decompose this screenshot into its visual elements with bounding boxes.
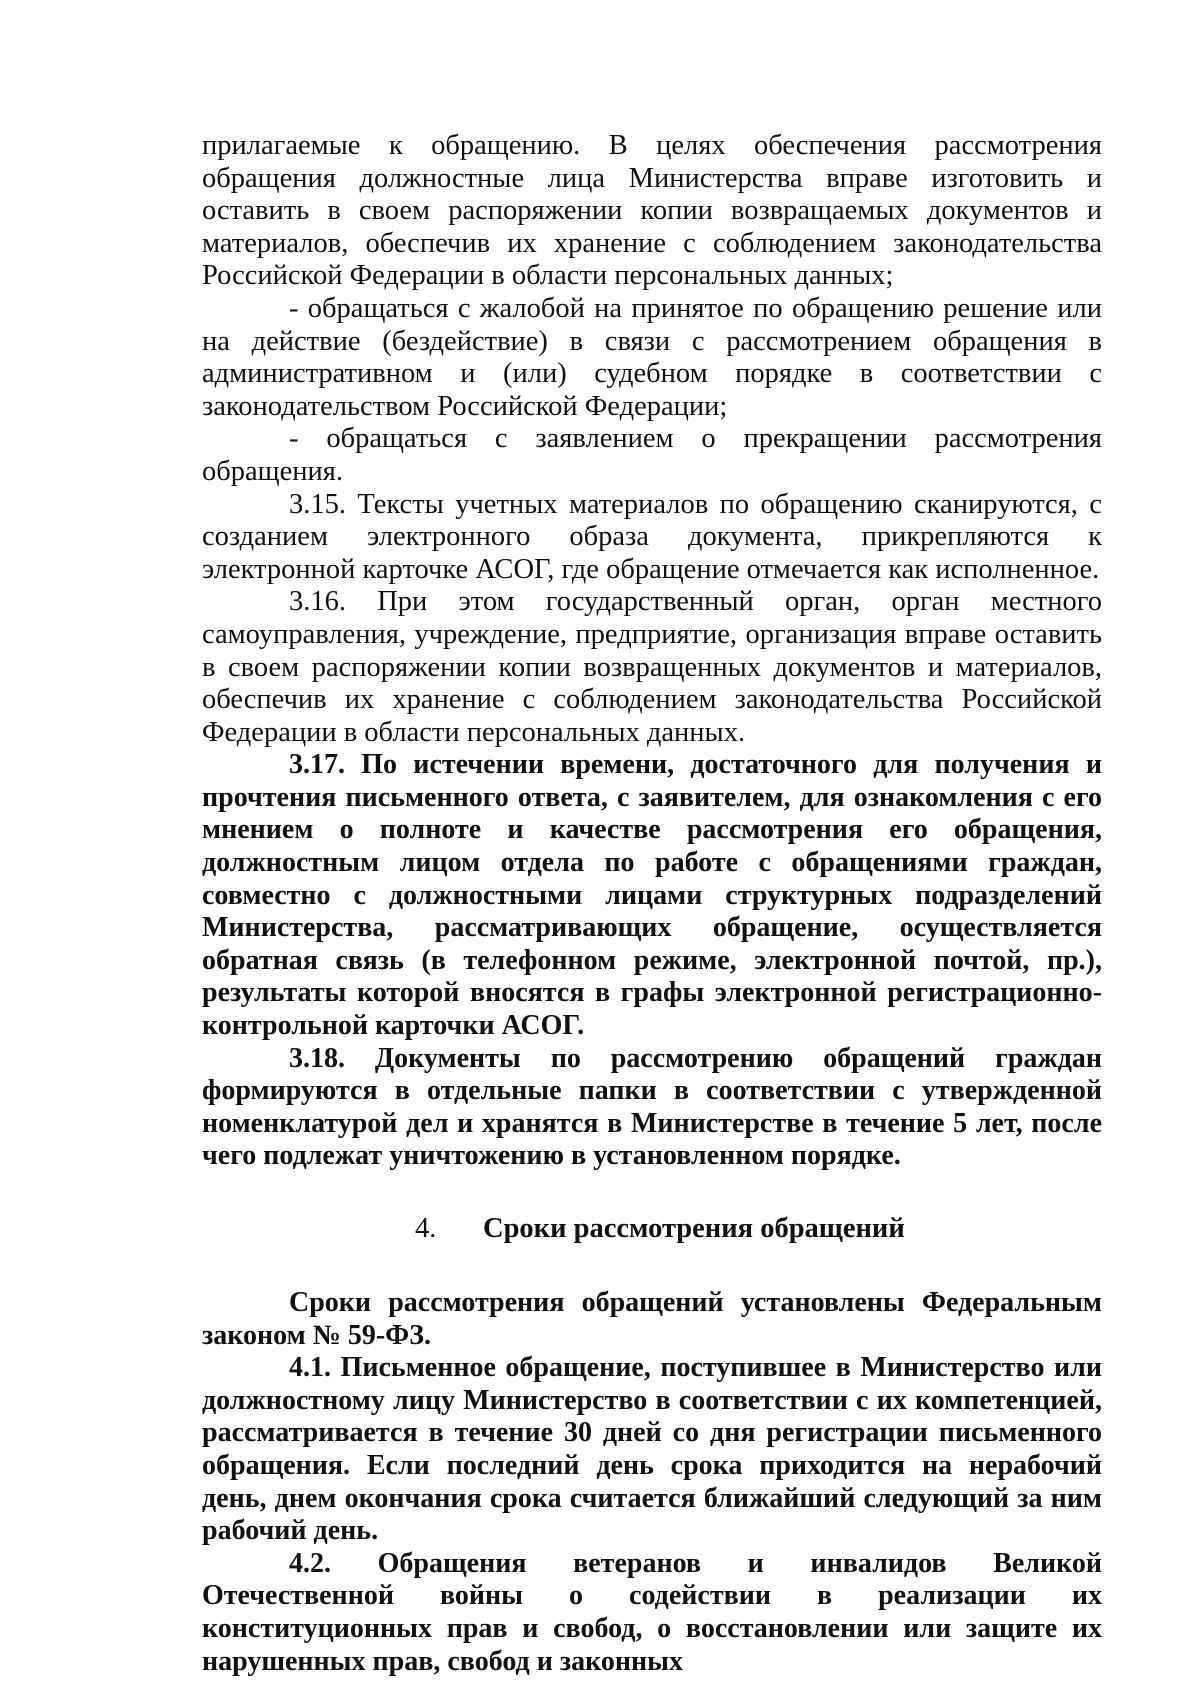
paragraph-4-1: 4.1. Письменное обращение, поступившее в Министерство или должностному лицу Министерство в соответствии с их компетенцией, рассматривается в течение 30 дней со дня регистрации письменного обращения. Если последний день срока приходится на нерабочий день, днем окончания срока считается ближайший следующий за ним рабочий день. [202, 1352, 1102, 1547]
section-number: 4. [415, 1213, 437, 1244]
paragraph-4-2: 4.2. Обращения ветеранов и инвалидов Великой Отечественной войны о содействии в реализации их конституционных прав и свобод, о восстановлении или защите их нарушенных прав, свобод и законных [202, 1547, 1102, 1677]
paragraph-3-16: 3.16. При этом государственный орган, орган местного самоуправления, учреждение, предприятие, организация вправе оставить в своем распоряжении копии возвращенных документов и материалов, обеспечив их хранение с соблюдением законодательства Российской Федерации в области персональных данных. [202, 586, 1102, 748]
document-body-top [202, 130, 1102, 1173]
paragraph-terms-intro: Сроки рассмотрения обращений установлены Федеральным законом № 59-ФЗ. [202, 1287, 1102, 1351]
paragraph-3-18: 3.18. Документы по рассмотрению обращений граждан формируются в отдельные папки в соответствии с утвержденной номенклатурой дел и хранятся в Министерстве в течение 5 лет, после чего подлежат уничтожению в установленном порядке. [202, 1042, 1102, 1172]
section-heading [202, 1213, 1102, 1247]
paragraph-attachments-copies: прилагаемые к обращению. В целях обеспечения рассмотрения обращения должностные лица Министерства вправе изготовить и оставить в своем распоряжении копии возвращаемых документов и материалов, обеспечив их хранение с соблюдением законодательства Российской Федерации в области персональных данных; [202, 130, 1102, 292]
paragraph-3-15: 3.15. Тексты учетных материалов по обращению сканируются, с созданием электронного образа документа, прикрепляются к электронной карточке АСОГ, где обращение отмечается как исполненное. [202, 488, 1102, 585]
paragraph-complaint-right: - обращаться с жалобой на принятое по обращению решение или на действие (бездействие) в связи с рассмотрением обращения в административном и (или) судебном порядке в соответствии с законодательством Российской Федерации; [202, 292, 1102, 422]
paragraph-3-17: 3.17. По истечении времени, достаточного для получения и прочтения письменного ответа, с заявителем, для ознакомления с его мнением о полноте и качестве рассмотрения его обращения, должностным лицом отдела по работе с обращениями граждан, совместно с должностными лицами структурных подразделений Министерства, рассматривающих обращение, осуществляется обратная связь (в телефонном режиме, электронной почтой, пр.), результаты которой вносятся в графы электронной регистрационно-контрольной карточки АСОГ. [202, 749, 1102, 1042]
section-title: Сроки рассмотрения обращений [483, 1213, 905, 1244]
document-page [202, 130, 1102, 1678]
document-body-bottom [202, 1287, 1102, 1678]
paragraph-termination-request: - обращаться с заявлением о прекращении рассмотрения обращения. [202, 423, 1102, 487]
